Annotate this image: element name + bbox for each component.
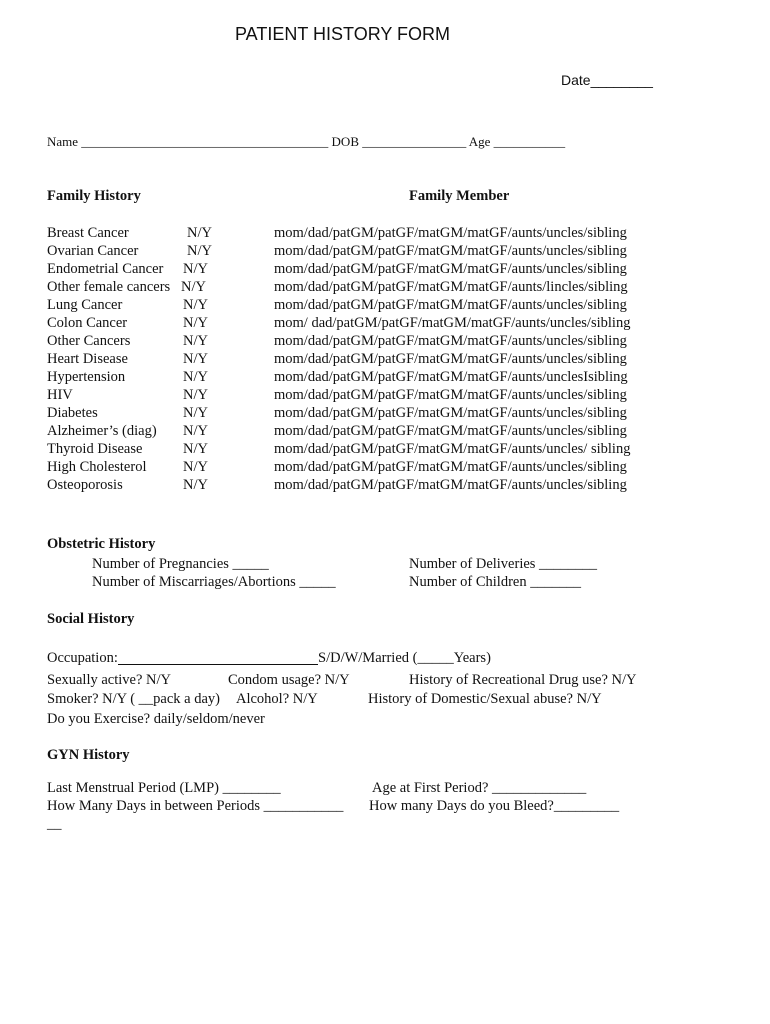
condition-label: Other Cancers (47, 333, 131, 349)
family-member-options[interactable]: mom/dad/patGM/patGF/matGM/matGF/aunts/uncles/sibling (274, 405, 627, 421)
condition-answer[interactable]: N/Y (187, 243, 212, 259)
condition-answer[interactable]: N/Y (183, 351, 208, 367)
condition-answer[interactable]: N/Y (183, 405, 208, 421)
condition-label: Colon Cancer (47, 315, 128, 331)
family-member-options[interactable]: mom/dad/patGM/patGF/matGM/matGF/aunts/uncles/ sibling (274, 441, 631, 457)
trailing-blank: __ (47, 816, 62, 832)
family-member-heading: Family Member (409, 188, 510, 204)
condition-label: Diabetes (47, 405, 98, 421)
condom-usage-field[interactable]: Condom usage? N/Y (228, 672, 350, 688)
condition-answer[interactable]: N/Y (183, 441, 208, 457)
children-field[interactable]: Number of Children _______ (409, 574, 581, 590)
family-member-options[interactable]: mom/dad/patGM/patGF/matGM/matGF/aunts/uncles/sibling (274, 423, 627, 439)
name-dob-age-line[interactable]: Name ______________________________________ DOB ________________ Age ___________ (47, 134, 566, 149)
condition-answer[interactable]: N/Y (183, 423, 208, 439)
family-history-heading: Family History (47, 188, 141, 204)
lmp-field[interactable]: Last Menstrual Period (LMP) ________ (47, 780, 281, 796)
occupation-label: Occupation: (47, 650, 118, 666)
obstetric-history-heading: Obstetric History (47, 536, 156, 552)
family-member-options[interactable]: mom/dad/patGM/patGF/matGM/matGF/aunts/uncles/sibling (274, 243, 627, 259)
page-title: PATIENT HISTORY FORM (235, 24, 451, 44)
miscarriages-field[interactable]: Number of Miscarriages/Abortions _____ (92, 574, 336, 590)
sexually-active-field[interactable]: Sexually active? N/Y (47, 672, 172, 688)
social-history-heading: Social History (47, 611, 135, 627)
family-member-options[interactable]: mom/dad/patGM/patGF/matGM/matGF/aunts/unclesIsibling (274, 369, 628, 385)
condition-label: Hypertension (47, 369, 126, 385)
condition-label: Alzheimer’s (diag) (47, 423, 157, 439)
condition-answer[interactable]: N/Y (183, 261, 208, 277)
family-member-options[interactable]: mom/ dad/patGM/patGF/matGM/matGF/aunts/uncles/sibling (274, 315, 631, 331)
family-member-options[interactable]: mom/dad/patGM/patGF/matGM/matGF/aunts/uncles/sibling (274, 459, 627, 475)
family-member-options[interactable]: mom/dad/patGM/patGF/matGM/matGF/aunts/uncles/sibling (274, 387, 627, 403)
family-member-options[interactable]: mom/dad/patGM/patGF/matGM/matGF/aunts/uncles/sibling (274, 351, 627, 367)
alcohol-field[interactable]: Alcohol? N/Y (236, 691, 318, 707)
marital-status-field[interactable]: S/D/W/Married (_____Years) (318, 650, 491, 666)
condition-label: Heart Disease (47, 351, 128, 367)
occupation-input-line[interactable] (118, 664, 318, 665)
pregnancies-field[interactable]: Number of Pregnancies _____ (92, 556, 269, 572)
condition-label: Lung Cancer (47, 297, 123, 313)
family-member-options[interactable]: mom/dad/patGM/patGF/matGM/matGF/aunts/uncles/sibling (274, 333, 627, 349)
family-member-options[interactable]: mom/dad/patGM/patGF/matGM/matGF/aunts/uncles/sibling (274, 297, 627, 313)
family-member-options[interactable]: mom/dad/patGM/patGF/matGM/matGF/aunts/uncles/sibling (274, 261, 627, 277)
condition-label: High Cholesterol (47, 459, 147, 475)
smoker-field[interactable]: Smoker? N/Y ( __pack a day) (47, 691, 221, 707)
condition-answer[interactable]: N/Y (183, 297, 208, 313)
exercise-field[interactable]: Do you Exercise? daily/seldom/never (47, 711, 265, 727)
deliveries-field[interactable]: Number of Deliveries ________ (409, 556, 598, 572)
condition-label: Breast Cancer (47, 225, 129, 241)
days-bleed-field[interactable]: How many Days do you Bleed?_________ (369, 798, 620, 814)
first-period-field[interactable]: Age at First Period? _____________ (372, 780, 587, 796)
condition-answer[interactable]: N/Y (187, 225, 212, 241)
condition-answer[interactable]: N/Y (183, 459, 208, 475)
condition-label: Ovarian Cancer (47, 243, 139, 259)
family-member-options[interactable]: mom/dad/patGM/patGF/matGM/matGF/aunts/uncles/sibling (274, 225, 627, 241)
drug-use-field[interactable]: History of Recreational Drug use? N/Y (409, 672, 637, 688)
condition-answer[interactable]: N/Y (181, 279, 206, 295)
condition-answer[interactable]: N/Y (183, 315, 208, 331)
days-between-periods-field[interactable]: How Many Days in between Periods ___________ (47, 798, 344, 814)
family-member-options[interactable]: mom/dad/patGM/patGF/matGM/matGF/aunts/uncles/sibling (274, 477, 627, 493)
gyn-history-heading: GYN History (47, 747, 130, 763)
condition-label: Endometrial Cancer (47, 261, 164, 277)
condition-answer[interactable]: N/Y (183, 333, 208, 349)
condition-label: Thyroid Disease (47, 441, 143, 457)
condition-label: HIV (47, 387, 73, 403)
condition-answer[interactable]: N/Y (183, 369, 208, 385)
condition-label: Other female cancers (47, 279, 171, 295)
condition-label: Osteoporosis (47, 477, 123, 493)
family-member-options[interactable]: mom/dad/patGM/patGF/matGM/matGF/aunts/lincles/sibling (274, 279, 628, 295)
condition-answer[interactable]: N/Y (183, 387, 208, 403)
date-field[interactable]: Date________ (561, 72, 653, 88)
domestic-abuse-field[interactable]: History of Domestic/Sexual abuse? N/Y (368, 691, 602, 707)
condition-answer[interactable]: N/Y (183, 477, 208, 493)
